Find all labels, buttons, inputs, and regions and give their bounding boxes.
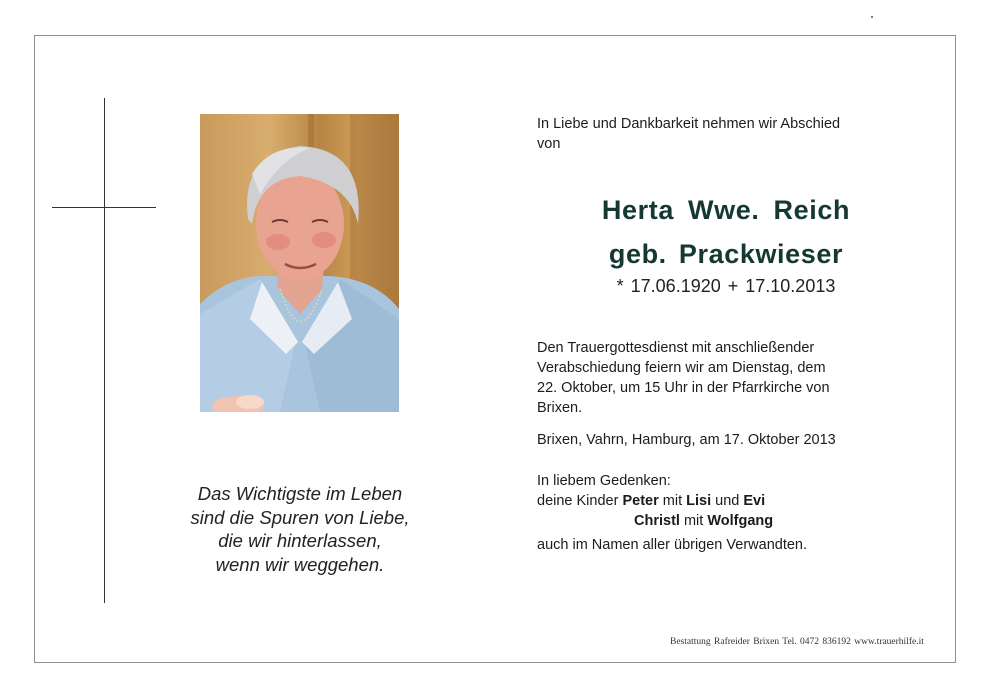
child-name: Peter — [622, 493, 659, 509]
connector: und — [715, 493, 740, 509]
funeral-home-footer: Bestattung Rafreider Brixen Tel. 0472 836192 www.trauerhilfe.it — [670, 637, 924, 647]
cross-icon-vertical — [104, 98, 105, 603]
intro-text — [537, 114, 840, 154]
connector: mit — [683, 513, 704, 529]
children-prefix: deine Kinder — [537, 493, 619, 509]
quote-line: Das Wichtigste im Leben — [197, 483, 403, 504]
place-date: Brixen, Vahrn, Hamburg, am 17. Oktober 2013 — [537, 432, 836, 448]
family-line: auch im Namen aller übrigen Verwandten. — [537, 537, 808, 553]
quote-line: die wir hinterlassen, — [218, 530, 382, 551]
partner-name: Wolfgang — [707, 513, 774, 529]
life-dates — [540, 276, 912, 297]
partner-name: Lisi — [686, 493, 712, 509]
memory-heading: In liebem Gedenken: — [537, 473, 671, 489]
children-line — [537, 491, 765, 511]
death-date: + 17.10.2013 — [727, 276, 836, 296]
children-line-2 — [634, 513, 773, 529]
intro-line: In Liebe und Dankbarkeit nehmen wir Abschied — [537, 116, 841, 132]
cross-icon-horizontal — [52, 207, 156, 208]
child-name: Christl — [634, 513, 680, 529]
service-announcement — [537, 338, 830, 418]
quote-line: sind die Spuren von Liebe, — [190, 506, 410, 528]
memory-block — [537, 471, 765, 511]
deceased-birth-name: geb. Prackwieser — [608, 239, 844, 269]
birth-date: * 17.06.1920 — [616, 276, 721, 296]
intro-line: von — [537, 136, 561, 152]
service-line: Den Trauergottesdienst mit anschließender — [537, 340, 815, 356]
service-line: 22. Oktober, um 15 Uhr in der Pfarrkirche von — [537, 380, 830, 396]
memorial-quote — [160, 482, 440, 576]
quote-line: wenn wir weggehen. — [215, 553, 385, 575]
speck-mark — [871, 16, 873, 18]
connector: mit — [662, 493, 683, 509]
service-line: Verabschiedung feiern wir am Dienstag, dem — [537, 360, 826, 376]
child-name: Evi — [743, 493, 766, 509]
service-line: Brixen. — [537, 400, 583, 416]
portrait-photo — [200, 114, 399, 412]
deceased-name: Herta Wwe. Reich — [601, 195, 851, 225]
